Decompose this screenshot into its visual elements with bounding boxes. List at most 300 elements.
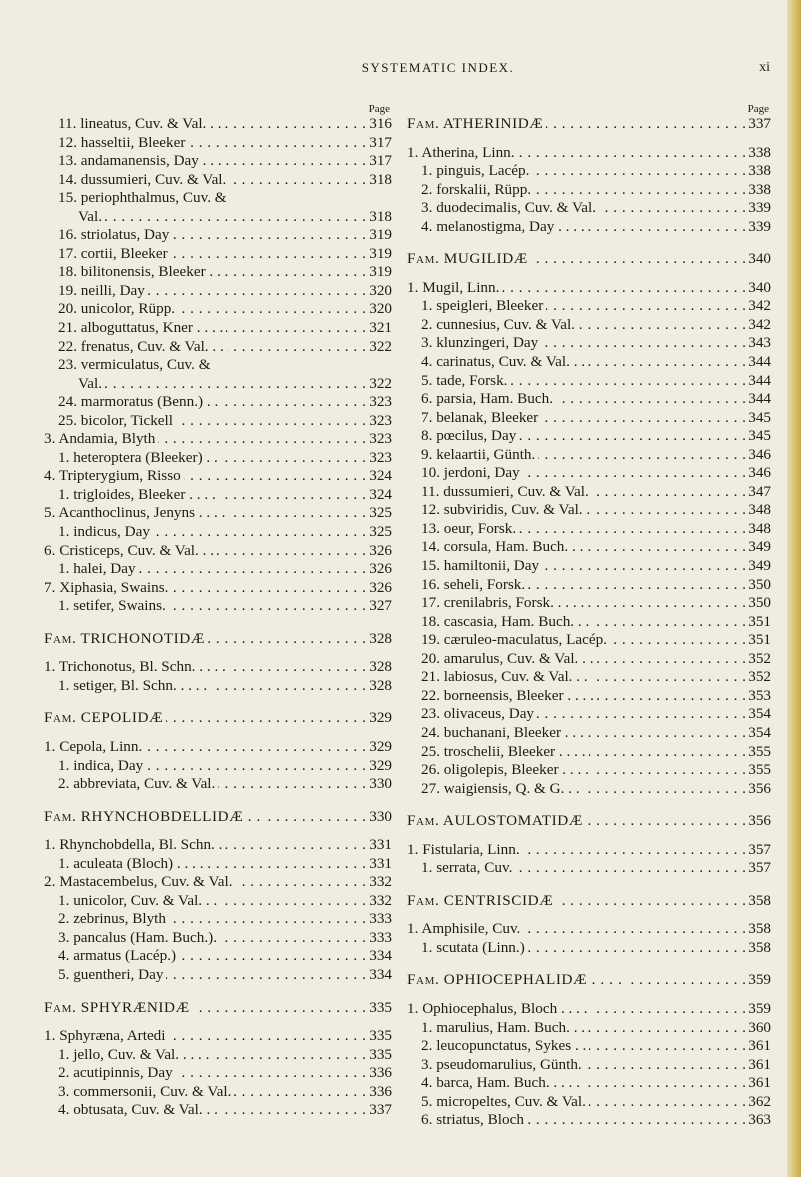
index-entry bbox=[407, 144, 771, 163]
entry-page-number: 324 bbox=[366, 486, 392, 505]
index-entry bbox=[44, 855, 392, 874]
index-entry bbox=[44, 873, 392, 892]
index-entry bbox=[44, 579, 392, 598]
entry-text: 21. alboguttatus, Kner . . . . bbox=[44, 319, 226, 338]
entry-page-number: 329 bbox=[366, 757, 392, 776]
index-entry bbox=[407, 316, 771, 335]
entry-text: 16. seheli, Forsk. bbox=[407, 576, 528, 595]
index-entry bbox=[44, 1101, 392, 1120]
index-entry bbox=[407, 859, 771, 878]
entry-text: Fam. ATHERINIDÆ bbox=[407, 115, 546, 134]
entry-page-number: 317 bbox=[366, 152, 392, 171]
entry-page-number: 334 bbox=[366, 966, 392, 985]
entry-text: 1. trigloides, Bleeker . . . . bbox=[44, 486, 219, 505]
index-entry bbox=[44, 486, 392, 505]
entry-page-number: 363 bbox=[745, 1111, 771, 1130]
entry-page-number: 362 bbox=[745, 1093, 771, 1112]
index-entry bbox=[407, 446, 771, 465]
index-entry bbox=[407, 841, 771, 860]
entry-text: 2. forskalii, Rüpp. bbox=[407, 181, 534, 200]
index-entry bbox=[407, 1074, 771, 1093]
index-entry bbox=[44, 677, 392, 696]
entry-page-number: 319 bbox=[366, 263, 392, 282]
index-entry bbox=[44, 929, 392, 948]
entry-page-number: 323 bbox=[366, 430, 392, 449]
entry-text: 19. cæruleo-maculatus, Lacép. bbox=[407, 631, 610, 650]
entry-page-number: 333 bbox=[366, 910, 392, 929]
entry-text: 1. halei, Day bbox=[44, 560, 139, 579]
family-spacer bbox=[44, 1017, 392, 1027]
entry-text: 25. troschelii, Bleeker . . . . bbox=[407, 743, 589, 762]
entry-page-number: 330 bbox=[366, 775, 392, 794]
entry-text: 10. jerdoni, Day bbox=[407, 464, 523, 483]
entry-text: 6. Cristiceps, Cuv. & Val. . . bbox=[44, 542, 217, 561]
index-entry bbox=[44, 542, 392, 561]
entry-page-number: 344 bbox=[745, 372, 771, 391]
entry-page-number: 316 bbox=[366, 115, 392, 134]
index-entry bbox=[44, 189, 392, 208]
entry-text: 1. Sphyræna, Artedi bbox=[44, 1027, 169, 1046]
entry-page-number: 335 bbox=[366, 999, 392, 1018]
entry-page-number: 319 bbox=[366, 245, 392, 264]
entry-text: 2. leucopunctatus, Sykes . . bbox=[407, 1037, 589, 1056]
entry-page-number: 335 bbox=[366, 1046, 392, 1065]
entry-text: Fam. TRICHONOTIDÆ bbox=[44, 630, 208, 649]
entry-text: 1. setifer, Swains. bbox=[44, 597, 169, 616]
index-entry bbox=[44, 504, 392, 523]
entry-page-number: 330 bbox=[366, 808, 392, 827]
index-entry bbox=[44, 338, 392, 357]
index-entry bbox=[407, 1019, 771, 1038]
index-entry bbox=[407, 705, 771, 724]
entry-page-number: 326 bbox=[366, 579, 392, 598]
entry-text: 1. Trichonotus, Bl. Schn. . . . . bbox=[44, 658, 229, 677]
entry-text: 23. olivaceus, Day bbox=[407, 705, 537, 724]
entry-text: 15. hamiltonii, Day bbox=[407, 557, 542, 576]
index-entry bbox=[44, 449, 392, 468]
entry-page-number: 339 bbox=[745, 199, 771, 218]
entry-page-number: 338 bbox=[745, 181, 771, 200]
page-column-label: Page bbox=[368, 103, 390, 115]
entry-page-number: 344 bbox=[745, 390, 771, 409]
index-entry bbox=[407, 199, 771, 218]
entry-page-number: 343 bbox=[745, 334, 771, 353]
index-entry bbox=[407, 631, 771, 650]
entry-page-number: 318 bbox=[366, 208, 392, 227]
entry-page-number: 320 bbox=[366, 300, 392, 319]
left-entries bbox=[44, 115, 392, 1120]
family-entry bbox=[407, 812, 771, 831]
index-entry bbox=[407, 1056, 771, 1075]
entry-text: 1. marulius, Ham. Buch. . . bbox=[407, 1019, 588, 1038]
index-entry bbox=[44, 375, 392, 394]
entry-page-number: 325 bbox=[366, 504, 392, 523]
entry-page-number: 329 bbox=[366, 709, 392, 728]
entry-page-number: 354 bbox=[745, 724, 771, 743]
entry-page-number: 335 bbox=[366, 1027, 392, 1046]
entry-text: 1. Fistularia, Linn. bbox=[407, 841, 523, 860]
entry-text: 4. melanostigma, Day . . . . bbox=[407, 218, 588, 237]
entry-page-number: 331 bbox=[366, 855, 392, 874]
index-entry bbox=[407, 687, 771, 706]
entry-page-number: 326 bbox=[366, 542, 392, 561]
entry-text: 6. striatus, Bloch bbox=[407, 1111, 527, 1130]
page-edge bbox=[787, 0, 801, 1177]
entry-text: 4. obtusata, Cuv. & Val. . . bbox=[44, 1101, 221, 1120]
entry-text: 9. kelaartii, Günth. bbox=[407, 446, 538, 465]
entry-page-number: 337 bbox=[745, 115, 771, 134]
entry-page-number: 351 bbox=[745, 631, 771, 650]
entry-page-number: 351 bbox=[745, 613, 771, 632]
entry-text: 14. corsula, Ham. Buch. . . bbox=[407, 538, 586, 557]
family-spacer bbox=[407, 990, 771, 1000]
entry-text: 11. lineatus, Cuv. & Val. . . bbox=[44, 115, 225, 134]
entry-page-number: 346 bbox=[745, 464, 771, 483]
entry-page-number: 357 bbox=[745, 841, 771, 860]
entry-text: 5. guentheri, Day bbox=[44, 966, 166, 985]
entry-page-number: 329 bbox=[366, 738, 392, 757]
index-entry bbox=[407, 761, 771, 780]
entry-page-number: 318 bbox=[366, 171, 392, 190]
index-entry bbox=[44, 263, 392, 282]
entry-page-number: 361 bbox=[745, 1037, 771, 1056]
entry-text: 1. Ophiocephalus, Bloch . . . . bbox=[407, 1000, 591, 1019]
family-entry bbox=[44, 999, 392, 1018]
index-entry bbox=[407, 372, 771, 391]
entry-text: 14. dussumieri, Cuv. & Val. bbox=[44, 171, 229, 190]
entry-text: 2. Mastacembelus, Cuv. & Val. bbox=[44, 873, 236, 892]
entry-text: 3. commersonii, Cuv. & Val. bbox=[44, 1083, 234, 1102]
entry-text: 5. micropeltes, Cuv. & Val. bbox=[407, 1093, 589, 1112]
index-entry bbox=[44, 319, 392, 338]
entry-text: Fam. CENTRISCIDÆ bbox=[407, 892, 556, 911]
entry-page-number: 359 bbox=[745, 971, 771, 990]
entry-page-number: 352 bbox=[745, 668, 771, 687]
entry-text: 3. pseudomarulius, Günth. bbox=[407, 1056, 585, 1075]
entry-page-number: 349 bbox=[745, 538, 771, 557]
left-column bbox=[44, 103, 392, 1120]
entry-text: 7. belanak, Bleeker bbox=[407, 409, 541, 428]
entry-page-number: 356 bbox=[745, 780, 771, 799]
entry-text: 3. duodecimalis, Cuv. & Val. bbox=[407, 199, 599, 218]
entry-page-number: 322 bbox=[366, 338, 392, 357]
entry-page-number: 352 bbox=[745, 650, 771, 669]
family-entry bbox=[44, 709, 392, 728]
family-entry bbox=[44, 630, 392, 649]
running-title: SYSTEMATIC INDEX. bbox=[361, 60, 515, 75]
entry-page-number: 354 bbox=[745, 705, 771, 724]
entry-page-number: 320 bbox=[366, 282, 392, 301]
entry-page-number: 361 bbox=[745, 1056, 771, 1075]
entry-text: 17. crenilabris, Forsk. . . . . bbox=[407, 594, 587, 613]
entry-text: Fam. RHYNCHOBDELLIDÆ . . bbox=[44, 808, 264, 827]
index-entry bbox=[407, 297, 771, 316]
index-entry bbox=[44, 208, 392, 227]
entry-text: 18. bilitonensis, Bleeker . . bbox=[44, 263, 224, 282]
entry-text: 1. Amphisile, Cuv. bbox=[407, 920, 523, 939]
index-entry bbox=[44, 523, 392, 542]
index-entry bbox=[44, 1027, 392, 1046]
index-entry bbox=[44, 892, 392, 911]
index-entry bbox=[407, 162, 771, 181]
index-entry bbox=[44, 115, 392, 134]
entry-text: Val. bbox=[44, 375, 105, 394]
entry-page-number: 345 bbox=[745, 427, 771, 446]
family-spacer bbox=[407, 134, 771, 144]
entry-text: 22. frenatus, Cuv. & Val. . . bbox=[44, 338, 227, 357]
family-entry bbox=[407, 115, 771, 134]
index-entry bbox=[44, 1083, 392, 1102]
entry-text: 1. jello, Cuv. & Val. . . . . bbox=[44, 1046, 212, 1065]
entry-text: 17. cortii, Bleeker bbox=[44, 245, 171, 264]
index-entry bbox=[407, 1000, 771, 1019]
entry-page-number: 355 bbox=[745, 761, 771, 780]
index-entry bbox=[44, 1046, 392, 1065]
entry-text: 5. tade, Forsk. bbox=[407, 372, 510, 391]
running-header bbox=[0, 60, 780, 82]
entry-text: 1. Mugil, Linn. bbox=[407, 279, 502, 298]
entry-text: 24. marmoratus (Benn.) . . bbox=[44, 393, 221, 412]
entry-text: 23. vermiculatus, Cuv. & bbox=[44, 356, 214, 375]
index-entry bbox=[407, 464, 771, 483]
index-entry bbox=[44, 171, 392, 190]
index-entry bbox=[44, 467, 392, 486]
entry-text: Val. bbox=[44, 208, 105, 227]
entry-text: 1. indicus, Day bbox=[44, 523, 153, 542]
entry-page-number: 323 bbox=[366, 412, 392, 431]
entry-page-number: 358 bbox=[745, 939, 771, 958]
index-entry bbox=[407, 650, 771, 669]
entry-text: Fam. CEPOLIDÆ bbox=[44, 709, 166, 728]
entry-page-number: 324 bbox=[366, 467, 392, 486]
entry-page-number: 348 bbox=[745, 520, 771, 539]
entry-text: 4. carinatus, Cuv. & Val. . . bbox=[407, 353, 588, 372]
entry-page-number: 331 bbox=[366, 836, 392, 855]
entry-text: Fam. MUGILIDÆ bbox=[407, 250, 531, 269]
index-entry bbox=[407, 538, 771, 557]
entry-text: 1. serrata, Cuv. bbox=[407, 859, 515, 878]
family-spacer bbox=[407, 269, 771, 279]
index-entry bbox=[407, 724, 771, 743]
entry-text: 2. zebrinus, Blyth bbox=[44, 910, 169, 929]
entry-page-number: 328 bbox=[366, 630, 392, 649]
entry-text: 20. unicolor, Rüpp. bbox=[44, 300, 178, 319]
index-entry bbox=[407, 390, 771, 409]
entry-text: 2. abbreviata, Cuv. & Val. bbox=[44, 775, 218, 794]
page-column-label: Page bbox=[747, 103, 769, 115]
index-entry bbox=[407, 743, 771, 762]
entry-page-number: 356 bbox=[745, 812, 771, 831]
entry-page-number: 338 bbox=[745, 144, 771, 163]
entry-page-number: 349 bbox=[745, 557, 771, 576]
index-entry bbox=[44, 430, 392, 449]
entry-text: 1. heteroptera (Bleeker) . . bbox=[44, 449, 221, 468]
entry-text: 4. armatus (Lacép.) bbox=[44, 947, 179, 966]
entry-text: 1. pinguis, Lacép. bbox=[407, 162, 532, 181]
entry-page-number: 333 bbox=[366, 929, 392, 948]
entry-page-number: 347 bbox=[745, 483, 771, 502]
index-entry bbox=[44, 775, 392, 794]
entry-text: 25. bicolor, Tickell bbox=[44, 412, 176, 431]
index-entry bbox=[407, 353, 771, 372]
entry-text: 3. pancalus (Ham. Buch.). bbox=[44, 929, 220, 948]
entry-text: 2. acutipinnis, Day bbox=[44, 1064, 176, 1083]
index-entry bbox=[407, 594, 771, 613]
index-entry bbox=[44, 226, 392, 245]
index-entry bbox=[44, 282, 392, 301]
index-entry bbox=[44, 910, 392, 929]
family-spacer bbox=[407, 910, 771, 920]
index-entry bbox=[407, 520, 771, 539]
entry-text: 19. neilli, Day bbox=[44, 282, 148, 301]
entry-text: 3. Andamia, Blyth bbox=[44, 430, 158, 449]
entry-text: 1. Cepola, Linn. bbox=[44, 738, 145, 757]
index-entry bbox=[407, 613, 771, 632]
index-entry bbox=[44, 134, 392, 153]
index-entry bbox=[44, 966, 392, 985]
entry-page-number: 319 bbox=[366, 226, 392, 245]
entry-text: 3. klunzingeri, Day bbox=[407, 334, 541, 353]
entry-text: 13. oeur, Forsk. bbox=[407, 520, 519, 539]
entry-page-number: 325 bbox=[366, 523, 392, 542]
entry-text: 5. Acanthoclinus, Jenyns . . . . bbox=[44, 504, 228, 523]
family-entry bbox=[407, 250, 771, 269]
right-column bbox=[407, 103, 771, 1130]
entry-text: 18. cascasia, Ham. Buch. . . bbox=[407, 613, 592, 632]
index-entry bbox=[407, 557, 771, 576]
entry-page-number: 340 bbox=[745, 279, 771, 298]
entry-text: 1. setiger, Bl. Schn. . . . . bbox=[44, 677, 210, 696]
entry-text: Fam. SPHYRÆNIDÆ bbox=[44, 999, 193, 1018]
index-entry bbox=[407, 920, 771, 939]
entry-text: 1. Rhynchobdella, Bl. Schn. . bbox=[44, 836, 225, 855]
index-entry bbox=[44, 393, 392, 412]
index-entry bbox=[407, 483, 771, 502]
index-entry bbox=[407, 780, 771, 799]
index-entry bbox=[407, 1037, 771, 1056]
index-entry bbox=[407, 501, 771, 520]
entry-page-number: 342 bbox=[745, 316, 771, 335]
index-entry bbox=[407, 409, 771, 428]
entry-text: 11. dussumieri, Cuv. & Val. bbox=[407, 483, 592, 502]
entry-text: 1. aculeata (Bloch) . . . . bbox=[44, 855, 207, 874]
entry-text: 1. scutata (Linn.) bbox=[407, 939, 528, 958]
entry-page-number: 344 bbox=[745, 353, 771, 372]
index-entry bbox=[44, 658, 392, 677]
entry-page-number: 339 bbox=[745, 218, 771, 237]
index-entry bbox=[407, 279, 771, 298]
index-entry bbox=[44, 738, 392, 757]
entry-text: 1. unicolor, Cuv. & Val. . . bbox=[44, 892, 220, 911]
entry-page-number: 350 bbox=[745, 576, 771, 595]
family-entry bbox=[407, 971, 771, 990]
entry-page-number: 360 bbox=[745, 1019, 771, 1038]
index-entry bbox=[44, 836, 392, 855]
entry-page-number: 340 bbox=[745, 250, 771, 269]
entry-page-number: 323 bbox=[366, 393, 392, 412]
entry-page-number: 332 bbox=[366, 873, 392, 892]
entry-page-number: 327 bbox=[366, 597, 392, 616]
index-entry bbox=[407, 939, 771, 958]
entry-page-number: 359 bbox=[745, 1000, 771, 1019]
family-spacer bbox=[407, 831, 771, 841]
entry-page-number: 317 bbox=[366, 134, 392, 153]
entry-text: 26. oligolepis, Bleeker . . . . bbox=[407, 761, 592, 780]
entry-text: 2. cunnesius, Cuv. & Val. . bbox=[407, 316, 586, 335]
index-entry bbox=[44, 300, 392, 319]
index-entry bbox=[407, 668, 771, 687]
entry-page-number: 342 bbox=[745, 297, 771, 316]
entry-text: 4. barca, Ham. Buch. . . . . bbox=[407, 1074, 583, 1093]
entry-page-number: 328 bbox=[366, 658, 392, 677]
entry-text: 27. waigiensis, Q. & G. . . bbox=[407, 780, 583, 799]
index-entry bbox=[44, 1064, 392, 1083]
family-spacer bbox=[44, 648, 392, 658]
index-entry bbox=[407, 181, 771, 200]
index-entry bbox=[407, 576, 771, 595]
entry-text: 21. labiosus, Cuv. & Val. . . bbox=[407, 668, 591, 687]
right-entries bbox=[407, 115, 771, 1130]
entry-page-number: 357 bbox=[745, 859, 771, 878]
entry-page-number: 328 bbox=[366, 677, 392, 696]
index-entry bbox=[44, 245, 392, 264]
entry-page-number: 346 bbox=[745, 446, 771, 465]
entry-text: 16. striolatus, Day bbox=[44, 226, 172, 245]
entry-page-number: 348 bbox=[745, 501, 771, 520]
entry-page-number: 336 bbox=[366, 1064, 392, 1083]
entry-text: 1. speigleri, Bleeker bbox=[407, 297, 546, 316]
entry-text: 4. Tripterygium, Risso bbox=[44, 467, 184, 486]
index-entry bbox=[44, 412, 392, 431]
entry-page-number: 350 bbox=[745, 594, 771, 613]
index-entry bbox=[44, 947, 392, 966]
entry-text: 12. subviridis, Cuv. & Val. . bbox=[407, 501, 593, 520]
entry-text: 1. Atherina, Linn. bbox=[407, 144, 518, 163]
index-entry bbox=[407, 427, 771, 446]
entry-text: 13. andamanensis, Day . . . . bbox=[44, 152, 232, 171]
index-entry bbox=[407, 218, 771, 237]
entry-page-number: 322 bbox=[366, 375, 392, 394]
entry-page-number: 355 bbox=[745, 743, 771, 762]
family-spacer bbox=[44, 826, 392, 836]
index-entry bbox=[407, 1111, 771, 1130]
entry-page-number: 353 bbox=[745, 687, 771, 706]
entry-text: 22. borneensis, Bleeker . . . . bbox=[407, 687, 597, 706]
index-entry bbox=[44, 152, 392, 171]
family-entry bbox=[44, 808, 392, 827]
index-entry bbox=[407, 334, 771, 353]
index-entry bbox=[407, 1093, 771, 1112]
index-entry bbox=[44, 356, 392, 375]
entry-page-number: 332 bbox=[366, 892, 392, 911]
entry-text: 8. pœcilus, Day bbox=[407, 427, 519, 446]
page-number: xi bbox=[759, 60, 770, 75]
entry-text: 20. amarulus, Cuv. & Val. . . bbox=[407, 650, 597, 669]
entry-text: 15. periophthalmus, Cuv. & bbox=[44, 189, 230, 208]
entry-page-number: 326 bbox=[366, 560, 392, 579]
entry-page-number: 334 bbox=[366, 947, 392, 966]
entry-page-number: 338 bbox=[745, 162, 771, 181]
entry-page-number: 336 bbox=[366, 1083, 392, 1102]
entry-text: 6. parsia, Ham. Buch. bbox=[407, 390, 556, 409]
index-entry bbox=[44, 757, 392, 776]
entry-text: 12. hasseltii, Bleeker bbox=[44, 134, 188, 153]
entry-page-number: 321 bbox=[366, 319, 392, 338]
entry-text: 7. Xiphasia, Swains. bbox=[44, 579, 171, 598]
entry-page-number: 358 bbox=[745, 892, 771, 911]
entry-page-number: 337 bbox=[366, 1101, 392, 1120]
entry-text: 1. indica, Day bbox=[44, 757, 146, 776]
